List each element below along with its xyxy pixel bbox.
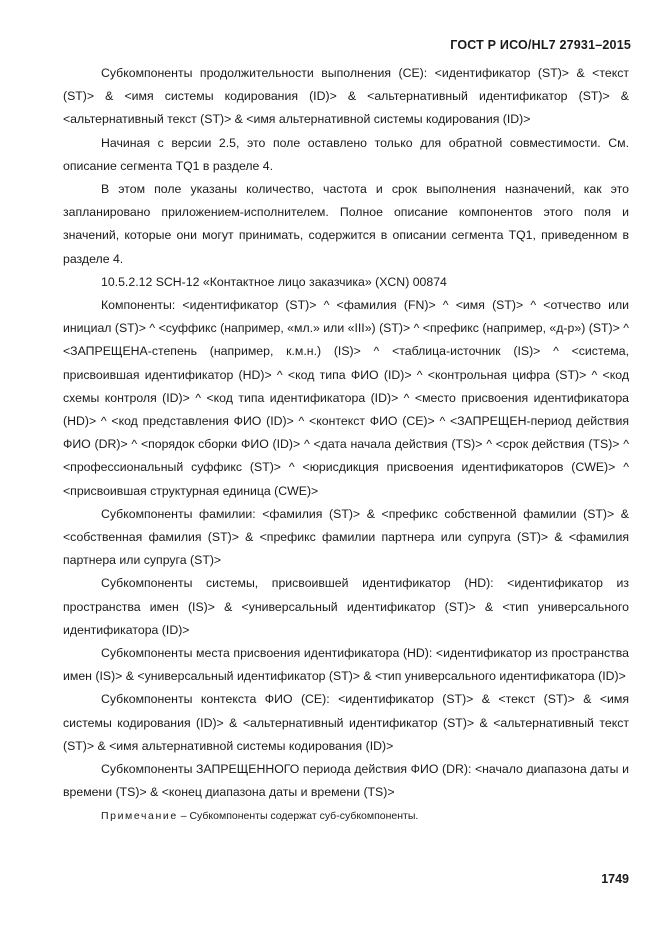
document-body [63,62,629,826]
paragraph-duration-subcomponents: Субкомпоненты продолжительности выполнения (CE): <идентификатор (ST)> & <текст (ST)> & <имя системы кодирования (ID)> & <альтернативный идентификатор (ST)> & <альтернативный текст (ST)> & <имя альтернативной системы кодирования (ID)> [63,66,629,127]
document-standard-header: ГОСТ Р ИСО/HL7 27931–2015 [450,38,631,52]
paragraph-assigning-facility: Субкомпоненты места присвоения идентификатора (HD): <идентификатор из пространства имен (IS)> & <универсальный идентификатор (ST)> & <тип универсального идентификатора (ID)> [63,646,629,684]
note-label: Примечание [101,809,178,822]
paragraph-assigning-system: Субкомпоненты системы, присвоившей идентификатор (HD): <идентификатор из пространства имен (IS)> & <универсальный идентификатор (ST)> & <тип универсального идентификатора (ID)> [63,576,629,637]
paragraph-compatibility: Начиная с версии 2.5, это поле оставлено только для обратной совместимости. См. описание сегмента TQ1 в разделе 4. [63,135,629,173]
paragraph-components: Компоненты: <идентификатор (ST)> ^ <фамилия (FN)> ^ <имя (ST)> ^ <отчество или инициал (ST)> ^ <суффикс (например, «мл.» или «III») (ST)> ^ <префикс (например, «д-р») (ST)> ^ <ЗАПРЕЩЕНА-степень (например, к.м.н.) (IS)> ^ <таблица-источник (IS)> ^ <система, присвоившая идентификатор (HD)> ^ <код типа ФИО (ID)> ^ <контрольная цифра (ST)> ^ <код схемы контроля (ID)> ^ <код типа идентификатора (ID)> ^ <место присвоения идентификатора (HD)> ^ <код представления ФИО (ID)> ^ <контекст ФИО (CE)> ^ <ЗАПРЕЩЕН-период действия ФИО (DR)> ^ <порядок сборки ФИО (ID)> ^ <дата начала действия (TS)> ^ <срок действия (TS)> ^ <профессиональный суффикс (ST)> ^ <юрисдикция присвоения идентификаторов (CWE)> ^ <присвоившая структурная единица (CWE)> [63,298,629,498]
note [63,806,629,826]
paragraph-name-context: Субкомпоненты контекста ФИО (CE): <идентификатор (ST)> & <текст (ST)> & <имя системы кодирования (ID)> & <альтернативный идентификатор (ST)> & <альтернативный текст (ST)> & <имя альтернативной системы кодирования (ID)> [63,692,629,753]
note-text: – Субкомпоненты содержат суб-субкомпоненты. [177,809,419,822]
section-heading: 10.5.2.12 SCH-12 «Контактное лицо заказчика» (XCN) 00874 [101,274,447,289]
paragraph-surname-subcomponents: Субкомпоненты фамилии: <фамилия (ST)> & <префикс собственной фамилии (ST)> & <собственная фамилия (ST)> & <префикс фамилии партнера или супруга (ST)> & <фамилия партнера или супруга (ST)> [63,506,629,568]
paragraph-name-validity-range: Субкомпоненты ЗАПРЕЩЕННОГО периода действия ФИО (DR): <начало диапазона даты и времени (TS)> & <конец диапазона даты и времени (TS)> [63,762,629,800]
page-number: 1749 [601,872,629,886]
paragraph-field-description: В этом поле указаны количество, частота и срок выполнения назначений, как это запланировано приложением-исполнителем. Полное описание компонентов этого поля и значений, которые они могут принимать, содержится в описании сегмента TQ1, приведенном в разделе 4. [63,182,629,266]
